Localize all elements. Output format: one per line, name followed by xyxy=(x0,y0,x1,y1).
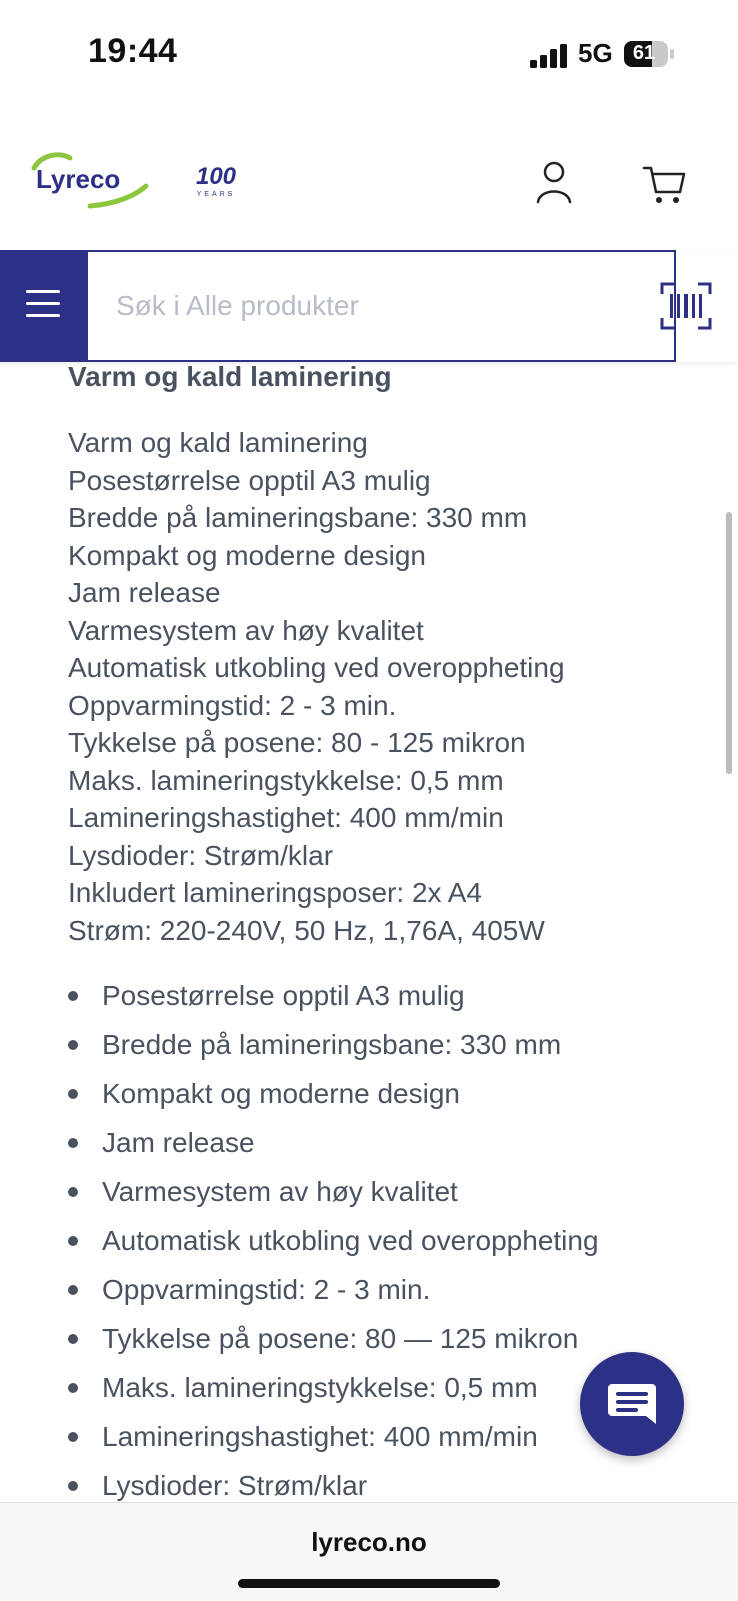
feature-line: Inkludert lamineringsposer: 2x A4 xyxy=(68,877,482,908)
feature-line: Lysdioder: Strøm/klar xyxy=(68,839,334,871)
cart-icon[interactable] xyxy=(640,160,688,208)
svg-text:Lyreco: Lyreco xyxy=(36,164,121,194)
user-icon[interactable] xyxy=(530,158,578,206)
list-item: Tykkelse på posene: 80 — 125 mikron xyxy=(68,1314,708,1363)
feature-line: Varm og kald laminering xyxy=(68,427,368,458)
scrollbar[interactable] xyxy=(726,512,732,774)
signal-icon xyxy=(530,44,570,68)
feature-line: Maks. lamineringstykkelse: 0,5 mm xyxy=(68,764,504,796)
lyreco-logo[interactable] xyxy=(30,148,150,212)
search-input[interactable] xyxy=(88,250,676,362)
product-description xyxy=(68,362,708,1510)
barcode-scan-icon[interactable] xyxy=(660,280,712,332)
feature-text-block xyxy=(68,424,708,949)
feature-line: Tykkelse på posene: 80 - 125 mikron xyxy=(68,727,526,758)
network-type: 5G xyxy=(578,38,613,68)
feature-line: Lamineringshastighet: 400 mm/min xyxy=(68,802,504,833)
list-item: Oppvarmingstid: 2 - 3 min. xyxy=(68,1265,708,1314)
browser-address-bar xyxy=(0,1502,738,1601)
url-text[interactable]: lyreco.no xyxy=(311,1527,427,1557)
list-item: Automatisk utkobling ved overoppheting xyxy=(68,1216,708,1265)
list-item: Lysdioder: Strøm/klar xyxy=(68,1461,708,1510)
feature-line: Strøm: 220-240V, 50 Hz, 1,76A, 405W xyxy=(68,914,545,946)
list-item: Kompakt og moderne design xyxy=(68,1069,708,1118)
section-title: Varm og kald laminering xyxy=(68,361,392,392)
svg-text:YEARS: YEARS xyxy=(196,191,236,198)
feature-line: Posestørrelse opptil A3 mulig xyxy=(68,464,431,496)
feature-line: Kompakt og moderne design xyxy=(68,539,426,571)
menu-button[interactable] xyxy=(0,250,88,362)
feature-line: Oppvarmingstid: 2 - 3 min. xyxy=(68,689,397,721)
list-item: Varmesystem av høy kvalitet xyxy=(68,1167,708,1216)
list-item: Jam release xyxy=(68,1118,708,1167)
feature-line: Varmesystem av høy kvalitet xyxy=(68,614,424,646)
100-years-badge xyxy=(190,160,242,200)
chat-icon xyxy=(580,1352,684,1456)
status-time: 19:44 xyxy=(88,32,178,70)
status-bar xyxy=(0,0,738,110)
feature-line: Automatisk utkobling ved overoppheting xyxy=(68,652,565,683)
site-header xyxy=(0,110,738,250)
home-indicator xyxy=(238,1579,500,1588)
list-item: Maks. lamineringstykkelse: 0,5 mm xyxy=(68,1363,708,1412)
list-item: Lamineringshastighet: 400 mm/min xyxy=(68,1412,708,1461)
battery-level: 61 xyxy=(632,42,656,64)
list-item: Posestørrelse opptil A3 mulig xyxy=(68,971,708,1020)
hamburger-icon xyxy=(26,290,60,293)
chat-button[interactable] xyxy=(580,1352,684,1456)
svg-text:100: 100 xyxy=(195,163,237,190)
feature-line: Bredde på lamineringsbane: 330 mm xyxy=(68,502,528,533)
search-bar xyxy=(0,250,738,362)
list-item: Bredde på lamineringsbane: 330 mm xyxy=(68,1020,708,1069)
feature-line: Jam release xyxy=(68,577,221,608)
